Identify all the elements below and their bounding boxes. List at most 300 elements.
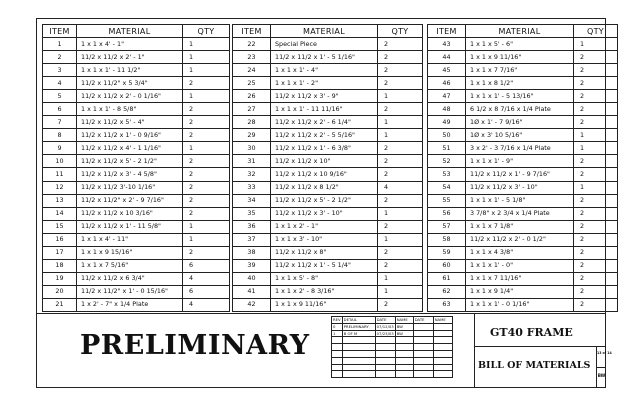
item-number: 15 [43,220,77,233]
qty-cell: 2 [183,155,230,168]
revision-cell [413,371,433,378]
revision-row [332,330,453,337]
item-number: 41 [233,285,271,298]
item-number: 59 [428,246,466,259]
item-number: 1 [43,38,77,51]
revision-cell [375,364,395,371]
revision-cell [433,344,452,351]
qty-cell: 2 [183,77,230,90]
revision-cell: 1 [332,330,343,337]
table-row [43,155,230,168]
table-row [43,77,230,90]
table-row [233,116,423,129]
qty-cell: 2 [378,168,423,181]
qty-cell: 2 [574,259,618,272]
item-number: 48 [428,103,466,116]
table-row [43,194,230,207]
qty-cell: 2 [574,116,618,129]
item-number: 35 [233,207,271,220]
item-number: 61 [428,272,466,285]
table-row [233,194,423,207]
col-header-item: ITEM [428,25,466,38]
revision-cell [395,344,413,351]
revision-table [331,316,453,378]
table-row [233,233,423,246]
table-row [233,168,423,181]
qty-cell: 2 [574,168,618,181]
item-number: 7 [43,116,77,129]
item-number: 49 [428,116,466,129]
table-row [428,233,618,246]
material-cell: 11/2 x 11/2 3'-10 1/16" [77,181,183,194]
table-row [233,259,423,272]
rev-header-cell: DETAIL [342,317,375,324]
qty-cell: 2 [378,220,423,233]
item-number: 17 [43,246,77,259]
qty-cell: 2 [378,64,423,77]
table-row [428,142,618,155]
qty-cell: 6 [183,259,230,272]
revision-cell [433,330,452,337]
revision-cell: 0 [332,323,343,330]
item-number: 42 [233,298,271,311]
qty-cell: 4 [378,181,423,194]
qty-cell: 2 [574,90,618,103]
table-row [428,129,618,142]
item-number: 8 [43,129,77,142]
item-number: 24 [233,64,271,77]
material-cell: 1 x 1 x 3' - 10" [271,233,378,246]
qty-cell: 2 [574,285,618,298]
material-cell: 11/2 x 11/2 x 10" [271,155,378,168]
qty-cell: 2 [183,103,230,116]
qty-cell: 2 [183,116,230,129]
qty-cell: 2 [574,194,618,207]
material-cell: 11/2 x 11/2 x 1' - 0 9/16" [77,129,183,142]
table-row [233,103,423,116]
revision-cell [375,337,395,344]
material-cell: 1 x 1 x 1' - 5 1/8" [466,194,574,207]
qty-cell: 1 [378,90,423,103]
col-header-material: MATERIAL [77,25,183,38]
revision-cell [342,350,375,357]
qty-cell: 1 [378,207,423,220]
item-number: 29 [233,129,271,142]
table-row [43,272,230,285]
item-number: 21 [43,298,77,311]
qty-cell: 2 [574,155,618,168]
table-row [43,51,230,64]
qty-cell: 2 [378,298,423,311]
material-cell: 11/2 x 11/2 x 8 1/2" [271,181,378,194]
material-cell: 11/2 x 11/2 x 4' - 1 1/16" [77,142,183,155]
material-cell: 1 x 1 x 1' - 0" [466,259,574,272]
revision-row [332,357,453,364]
revision-cell: 07/23/03 [376,330,394,336]
table-row [428,272,618,285]
qty-cell: 2 [378,259,423,272]
revision-row [332,364,453,371]
col-header-material: MATERIAL [271,25,378,38]
material-cell: 6 1/2 x 8 7/16 x 1/4 Plate [466,103,574,116]
revision-cell [342,371,375,378]
qty-cell: 1 [378,233,423,246]
qty-cell: 1 [183,51,230,64]
material-cell: 11/2 x 11/2 x 5' - 2 1/2" [271,194,378,207]
revision-row [332,371,453,378]
table-row [233,51,423,64]
material-cell: 1 x 1 x 1' - 2" [271,77,378,90]
revision-cell: BW [395,330,413,337]
item-number: 28 [233,116,271,129]
table-row [43,116,230,129]
revision-cell [332,371,343,378]
material-cell: 1 x 1 x 5' - 8" [271,272,378,285]
col-header-qty: QTY [378,25,423,38]
qty-cell: 1 [183,142,230,155]
item-number: 4 [43,77,77,90]
material-cell: 1 x 1 x 7 7/16" [466,64,574,77]
revision-cell: 07/12/03 [376,324,394,330]
col-header-qty: QTY [183,25,230,38]
qty-cell: 1 [183,90,230,103]
table-row [43,298,230,311]
item-number: 51 [428,142,466,155]
revision-cell [413,323,433,330]
revision-cell [395,350,413,357]
table-row [43,38,230,51]
material-cell: 11/2 x 11/2 x 5' - 2 1/2" [77,155,183,168]
item-number: 53 [428,168,466,181]
material-cell: 11/2 x 11/2 x 3' - 10" [271,207,378,220]
qty-cell: 2 [574,64,618,77]
material-cell: 1 x 1 x 4 3/8" [466,246,574,259]
material-cell: 1Ø x 3' 10 5/16" [466,129,574,142]
item-number: 5 [43,90,77,103]
title-block-vline [474,313,475,388]
table-row [43,168,230,181]
qty-cell: 1 [574,129,618,142]
material-cell: 11/2 x 11/2" x 2' - 9 7/16" [77,194,183,207]
qty-cell: 2 [574,207,618,220]
drawing-title: GT40 FRAME [490,326,573,339]
revision-cell [375,350,395,357]
item-number: 32 [233,168,271,181]
item-number: 27 [233,103,271,116]
item-number: 54 [428,181,466,194]
material-cell: 1 x 1 x 1' - 0 1/16" [466,298,574,311]
revision-cell [332,337,343,344]
material-cell: 11/2 x 11/2 x 2' - 5 5/16" [271,129,378,142]
sheet-number: 13 of 14 [597,351,612,355]
item-number: 25 [233,77,271,90]
item-number: 60 [428,259,466,272]
qty-cell: 1 [183,233,230,246]
material-cell: 11/2 x 11/2 x 5' - 4" [77,116,183,129]
material-cell: 1 x 1 x 9 1/4" [466,285,574,298]
item-number: 13 [43,194,77,207]
material-cell: 1Ø x 1' - 7 9/16" [466,116,574,129]
table-row [233,77,423,90]
revision-cell [342,357,375,364]
item-number: 39 [233,259,271,272]
item-number: 46 [428,77,466,90]
revision-row [332,323,453,330]
revision-cell [395,371,413,378]
revision-cell [332,357,343,364]
table-row [233,64,423,77]
table-row [43,220,230,233]
table-row [428,116,618,129]
table-row [233,38,423,51]
revision-cell [433,371,452,378]
table-row [43,64,230,77]
item-number: 30 [233,142,271,155]
qty-cell: 2 [574,246,618,259]
material-cell: 11/2 x 11/2 x 2' - 1" [77,51,183,64]
material-cell: 11/2 x 11/2 x 3' - 9" [271,90,378,103]
table-row [43,285,230,298]
revision-cell [433,364,452,371]
sheet-box-divider [596,367,606,368]
qty-cell: 1 [183,64,230,77]
item-number: 43 [428,38,466,51]
table-row [428,285,618,298]
rev-header-cell: DATE [375,317,395,324]
preliminary-stamp: PRELIMINARY [80,330,310,361]
table-row [428,207,618,220]
table-row [233,298,423,311]
table-row [233,246,423,259]
qty-cell: 1 [378,116,423,129]
qty-cell: 2 [378,194,423,207]
table-row [233,285,423,298]
material-cell: 1 x 1 x 4' - 11" [77,233,183,246]
table-row [233,142,423,155]
revision-cell [413,350,433,357]
revision-cell [342,337,375,344]
qty-cell: 2 [574,103,618,116]
table-row [233,129,423,142]
revision-cell [413,337,433,344]
table-row [428,51,618,64]
item-number: 52 [428,155,466,168]
material-cell: 1 x 1 x 7 11/16" [466,272,574,285]
qty-cell: 2 [574,233,618,246]
qty-cell: 1 [378,272,423,285]
material-cell: 1 x 1 x 1' - 5 13/16" [466,90,574,103]
material-cell: 11/2 x 11/2 x 2' - 6 1/4" [271,116,378,129]
item-number: 40 [233,272,271,285]
table-row [428,38,618,51]
table-row [233,272,423,285]
item-number: 20 [43,285,77,298]
table-row [428,259,618,272]
table-row [233,181,423,194]
qty-cell: 1 [183,38,230,51]
qty-cell: 2 [574,51,618,64]
rev-header-cell: REV [333,317,341,323]
bom-table-3 [427,24,618,312]
item-number: 47 [428,90,466,103]
material-cell: 1 x 1 x 1' - 11 1/2" [77,64,183,77]
item-number: 12 [43,181,77,194]
item-number: 44 [428,51,466,64]
table-row [428,103,618,116]
item-number: 3 [43,64,77,77]
material-cell: Special Piece [271,38,378,51]
material-cell: 11/2 x 11/2 x 1' - 9 7/16" [466,168,574,181]
bom-table-1 [42,24,230,312]
revision-cell [395,357,413,364]
revision-cell: B OF M [342,330,375,337]
item-number: 50 [428,129,466,142]
material-cell: 11/2 x 11/2 x 1' - 6 3/8" [271,142,378,155]
table-row [43,246,230,259]
table-row [428,194,618,207]
qty-cell: 2 [378,51,423,64]
qty-cell: 2 [183,207,230,220]
drawn-by: BW [597,373,606,378]
item-number: 22 [233,38,271,51]
material-cell: 11/2 x 11/2 x 2' - 0 1/2" [466,233,574,246]
qty-cell: 2 [183,168,230,181]
material-cell: 3 x 2' - 3 7/16 x 1/4 Plate [466,142,574,155]
revision-cell [375,344,395,351]
qty-cell: 2 [574,272,618,285]
table-row [43,259,230,272]
material-cell: 1 x 1 x 1' - 9" [466,155,574,168]
item-number: 26 [233,90,271,103]
table-row [43,181,230,194]
material-cell: 11/2 x 11/2 x 1' - 5 1/4" [271,259,378,272]
material-cell: 11/2 x 11/2" x 1' - 0 15/16" [77,285,183,298]
revision-cell: PRELIMINARY [342,323,375,330]
material-cell: 1 x 1 x 1' - 4" [271,64,378,77]
qty-cell: 2 [378,246,423,259]
qty-cell: 2 [183,246,230,259]
revision-cell [413,344,433,351]
material-cell: 1 x 1 x 9 15/16" [77,246,183,259]
item-number: 62 [428,285,466,298]
revision-cell [413,357,433,364]
item-number: 18 [43,259,77,272]
revision-cell [332,350,343,357]
table-row [428,77,618,90]
qty-cell: 4 [183,298,230,311]
material-cell: 11/2 x 11/2 x 10 3/16" [77,207,183,220]
qty-cell: 1 [378,129,423,142]
qty-cell: 2 [183,194,230,207]
item-number: 16 [43,233,77,246]
item-number: 33 [233,181,271,194]
qty-cell: 2 [378,77,423,90]
material-cell: 1 x 1 x 1' - 11 11/16" [271,103,378,116]
revision-cell [342,344,375,351]
table-row [428,155,618,168]
table-row [428,168,618,181]
material-cell: 11/2 x 11/2 x 3' - 10" [466,181,574,194]
material-cell: 1 x 1 x 8 1/2" [466,77,574,90]
material-cell: 3 7/8" x 2 3/4 x 1/4 Plate [466,207,574,220]
qty-cell: 1 [574,38,618,51]
revision-row [332,344,453,351]
material-cell: 1 x 1 x 5' - 6" [466,38,574,51]
table-row [428,90,618,103]
material-cell: 1 x 2' - 7" x 1/4 Plate [77,298,183,311]
revision-cell [332,364,343,371]
item-number: 11 [43,168,77,181]
qty-cell: 2 [574,220,618,233]
table-row [43,233,230,246]
material-cell: 1 x 1 x 4' - 1" [77,38,183,51]
material-cell: 1 x 1 x 7 5/16" [77,259,183,272]
revision-cell [433,323,452,330]
revision-cell: BW [395,323,413,330]
material-cell: 11/2 x 11/2 x 1' - 5 1/16" [271,51,378,64]
item-number: 45 [428,64,466,77]
item-number: 19 [43,272,77,285]
col-header-qty: QTY [574,25,618,38]
material-cell: 1 x 1 x 9 11/16" [271,298,378,311]
item-number: 14 [43,207,77,220]
item-number: 31 [233,155,271,168]
qty-cell: 2 [183,181,230,194]
qty-cell: 2 [378,155,423,168]
qty-cell: 2 [183,129,230,142]
table-row [428,181,618,194]
table-row [428,298,618,311]
item-number: 6 [43,103,77,116]
revision-cell [413,364,433,371]
table-row [43,129,230,142]
material-cell: 11/2 x 11/2" x 5 3/4" [77,77,183,90]
material-cell: 11/2 x 11/2 x 6 3/4" [77,272,183,285]
rev-header-cell: NAME [433,317,452,324]
revision-row [332,337,453,344]
item-number: 10 [43,155,77,168]
material-cell: 11/2 x 11/2 x 10 9/16" [271,168,378,181]
qty-cell: 1 [574,142,618,155]
table-row [43,90,230,103]
item-number: 36 [233,220,271,233]
qty-cell: 2 [378,38,423,51]
table-row [233,207,423,220]
item-number: 23 [233,51,271,64]
material-cell: 1 x 1 x 2' - 8 3/16" [271,285,378,298]
revision-cell [433,357,452,364]
drawing-subtitle: BILL OF MATERIALS [478,360,591,371]
revision-cell [375,371,395,378]
qty-cell: 2 [574,298,618,311]
table-row [43,142,230,155]
col-header-item: ITEM [43,25,77,38]
revision-cell [433,350,452,357]
title-block-divider [36,313,606,314]
item-number: 55 [428,194,466,207]
item-number: 9 [43,142,77,155]
material-cell: 11/2 x 11/2 x 3' - 4 5/8" [77,168,183,181]
qty-cell: 2 [378,103,423,116]
qty-cell: 4 [183,272,230,285]
item-number: 34 [233,194,271,207]
col-header-item: ITEM [233,25,271,38]
qty-cell: 1 [574,181,618,194]
table-row [233,90,423,103]
material-cell: 11/2 x 11/2 x 1' - 11 5/8" [77,220,183,233]
item-number: 56 [428,207,466,220]
revision-cell [332,344,343,351]
